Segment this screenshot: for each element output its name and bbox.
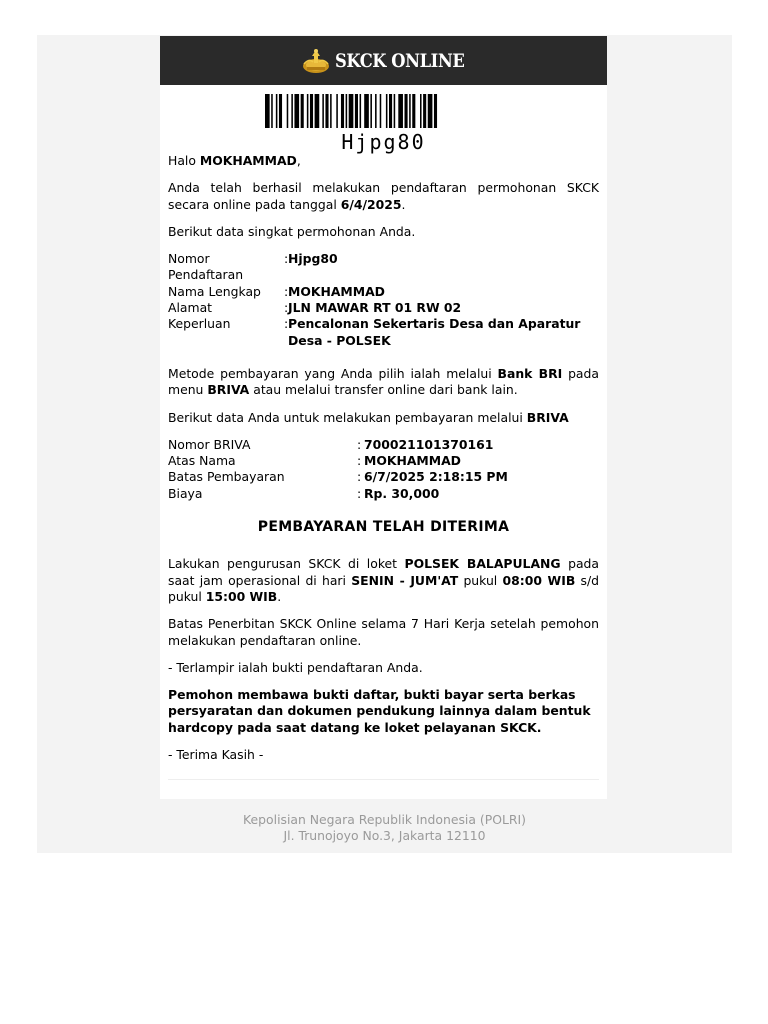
barcode-bar <box>336 94 338 128</box>
email-card <box>160 36 607 799</box>
label-fee: Biaya <box>168 485 203 501</box>
barcode-bar <box>412 94 415 128</box>
intro-paragraph: Anda telah berhasil melakukan pendaftaran permohonan SKCK secara online pada tanggal 6/4/2025. <box>168 180 599 212</box>
barcode-bar <box>346 94 348 128</box>
barcode-bar <box>364 94 369 128</box>
barcode-bar <box>428 94 433 128</box>
footer-organization: Kepolisian Negara Republik Indonesia (POLRI) <box>243 812 526 827</box>
barcode-bar <box>394 94 396 128</box>
process-paragraph: Lakukan pengurusan SKCK di loket POLSEK BALAPULANG pada saat jam operasional di hari SENIN - JUM'AT pukul 08:00 WIB s/d pukul 15:00 WIB. <box>168 556 600 604</box>
label-purpose: Keperluan <box>168 316 231 332</box>
barcode-bar <box>409 94 411 128</box>
attachment-note: - Terlampir ialah bukti pendaftaran Anda. <box>168 659 423 675</box>
barcode-bar <box>301 94 304 128</box>
barcode-code: Hjpg80 <box>341 130 426 154</box>
barcode-bar <box>291 94 293 128</box>
skck-logo <box>301 47 466 75</box>
label-registration-number: Nomor Pendaftaran <box>168 251 244 283</box>
barcode-bar <box>325 94 328 128</box>
barcode-bar <box>279 94 282 128</box>
barcode-bar <box>322 94 324 128</box>
email-body <box>168 153 599 780</box>
barcode-bar <box>349 94 354 128</box>
application-details <box>168 251 599 349</box>
value-full-name: MOKHAMMAD <box>288 283 385 299</box>
value-briva-number: 700021101370161 <box>364 436 494 452</box>
value-fee: Rp. 30,000 <box>364 485 440 501</box>
email-header <box>160 36 607 85</box>
barcode-bar <box>265 94 270 128</box>
barcode-bar <box>310 94 313 128</box>
footer-address: Jl. Trunojoyo No.3, Jakarta 12110 <box>283 828 486 843</box>
briva-intro: Berikut data Anda untuk melakukan pembayaran melalui BRIVA <box>168 409 569 425</box>
barcode-bar <box>341 94 344 128</box>
value-registration-number: Hjpg80 <box>288 251 338 267</box>
barcode-bar <box>380 94 382 128</box>
barcode-bar <box>287 94 289 128</box>
separator: : <box>284 283 289 299</box>
email-footer <box>37 812 732 844</box>
requirement-paragraph: Pemohon membawa bukti daftar, bukti bayar serta berkas persyaratan dan dokumen pendukung lainnya dalam bentuk hardcopy pada saat datang ke loket pelayanan SKCK. <box>168 687 591 735</box>
label-full-name: Nama Lengkap <box>168 283 261 299</box>
barcode-image <box>265 94 501 128</box>
service-end-time: 15:00 WIB <box>205 588 278 604</box>
greeting: Halo MOKHAMMAD, <box>168 153 301 168</box>
barcode-bar <box>315 94 320 128</box>
barcode-bar <box>386 94 388 128</box>
payment-menu: BRIVA <box>207 382 250 398</box>
label-address: Alamat <box>168 300 213 316</box>
label-account-name: Atas Nama <box>168 453 236 469</box>
separator: : <box>357 453 362 469</box>
label-briva-number: Nomor BRIVA <box>168 436 251 452</box>
separator: : <box>357 485 362 501</box>
summary-intro: Berikut data singkat permohonan Anda. <box>168 223 416 239</box>
logo-text: SKCK ONLINE <box>335 49 465 72</box>
barcode-bar <box>276 94 278 128</box>
barcode-bar <box>330 94 332 128</box>
barcode-bar <box>434 94 437 128</box>
service-location: POLSEK BALAPULANG <box>404 556 561 572</box>
barcode-bar <box>370 94 372 128</box>
deadline-paragraph: Batas Penerbitan SKCK Online selama 7 Hari Kerja setelah pemohon melakukan pendaftaran online. <box>168 616 599 648</box>
payment-method-paragraph: Metode pembayaran yang Anda pilih ialah melalui Bank BRI pada menu BRIVA atau melalui transfer online dari bank lain. <box>168 365 599 398</box>
greeting-name: MOKHAMMAD <box>199 153 297 168</box>
payment-status-title: PEMBAYARAN TELAH DITERIMA <box>257 519 510 536</box>
service-start-time: 08:00 WIB <box>502 572 576 588</box>
value-account-name: MOKHAMMAD <box>364 453 461 469</box>
barcode-bar <box>360 94 362 128</box>
separator: : <box>284 300 289 316</box>
barcode-bar <box>355 94 358 128</box>
barcode-bar <box>398 94 403 128</box>
briva-details <box>168 437 599 502</box>
barcode-bar <box>294 94 299 128</box>
separator: : <box>357 469 362 485</box>
value-address: JLN MAWAR RT 01 RW 02 <box>288 300 462 316</box>
barcode-bar <box>405 94 408 128</box>
police-emblem-icon <box>301 47 331 75</box>
registration-date: 6/4/2025 <box>340 196 402 212</box>
divider <box>168 779 599 780</box>
separator: : <box>284 251 289 267</box>
closing-text: - Terima Kasih - <box>168 747 264 763</box>
barcode-bar <box>420 94 422 128</box>
barcode-bar <box>389 94 392 128</box>
barcode-bar <box>375 94 377 128</box>
separator: : <box>284 316 289 332</box>
value-purpose: Pencalonan Sekertaris Desa dan Aparatur Desa - POLSEK <box>288 316 581 348</box>
value-payment-deadline: 6/7/2025 2:18:15 PM <box>364 469 508 485</box>
service-days: SENIN - JUM'AT <box>351 572 459 588</box>
bank-name: Bank BRI <box>497 365 563 381</box>
barcode-bar <box>307 94 309 128</box>
label-payment-deadline: Batas Pembayaran <box>168 469 285 485</box>
barcode-bar <box>271 94 273 128</box>
separator: : <box>357 436 362 452</box>
barcode-bar <box>423 94 426 128</box>
